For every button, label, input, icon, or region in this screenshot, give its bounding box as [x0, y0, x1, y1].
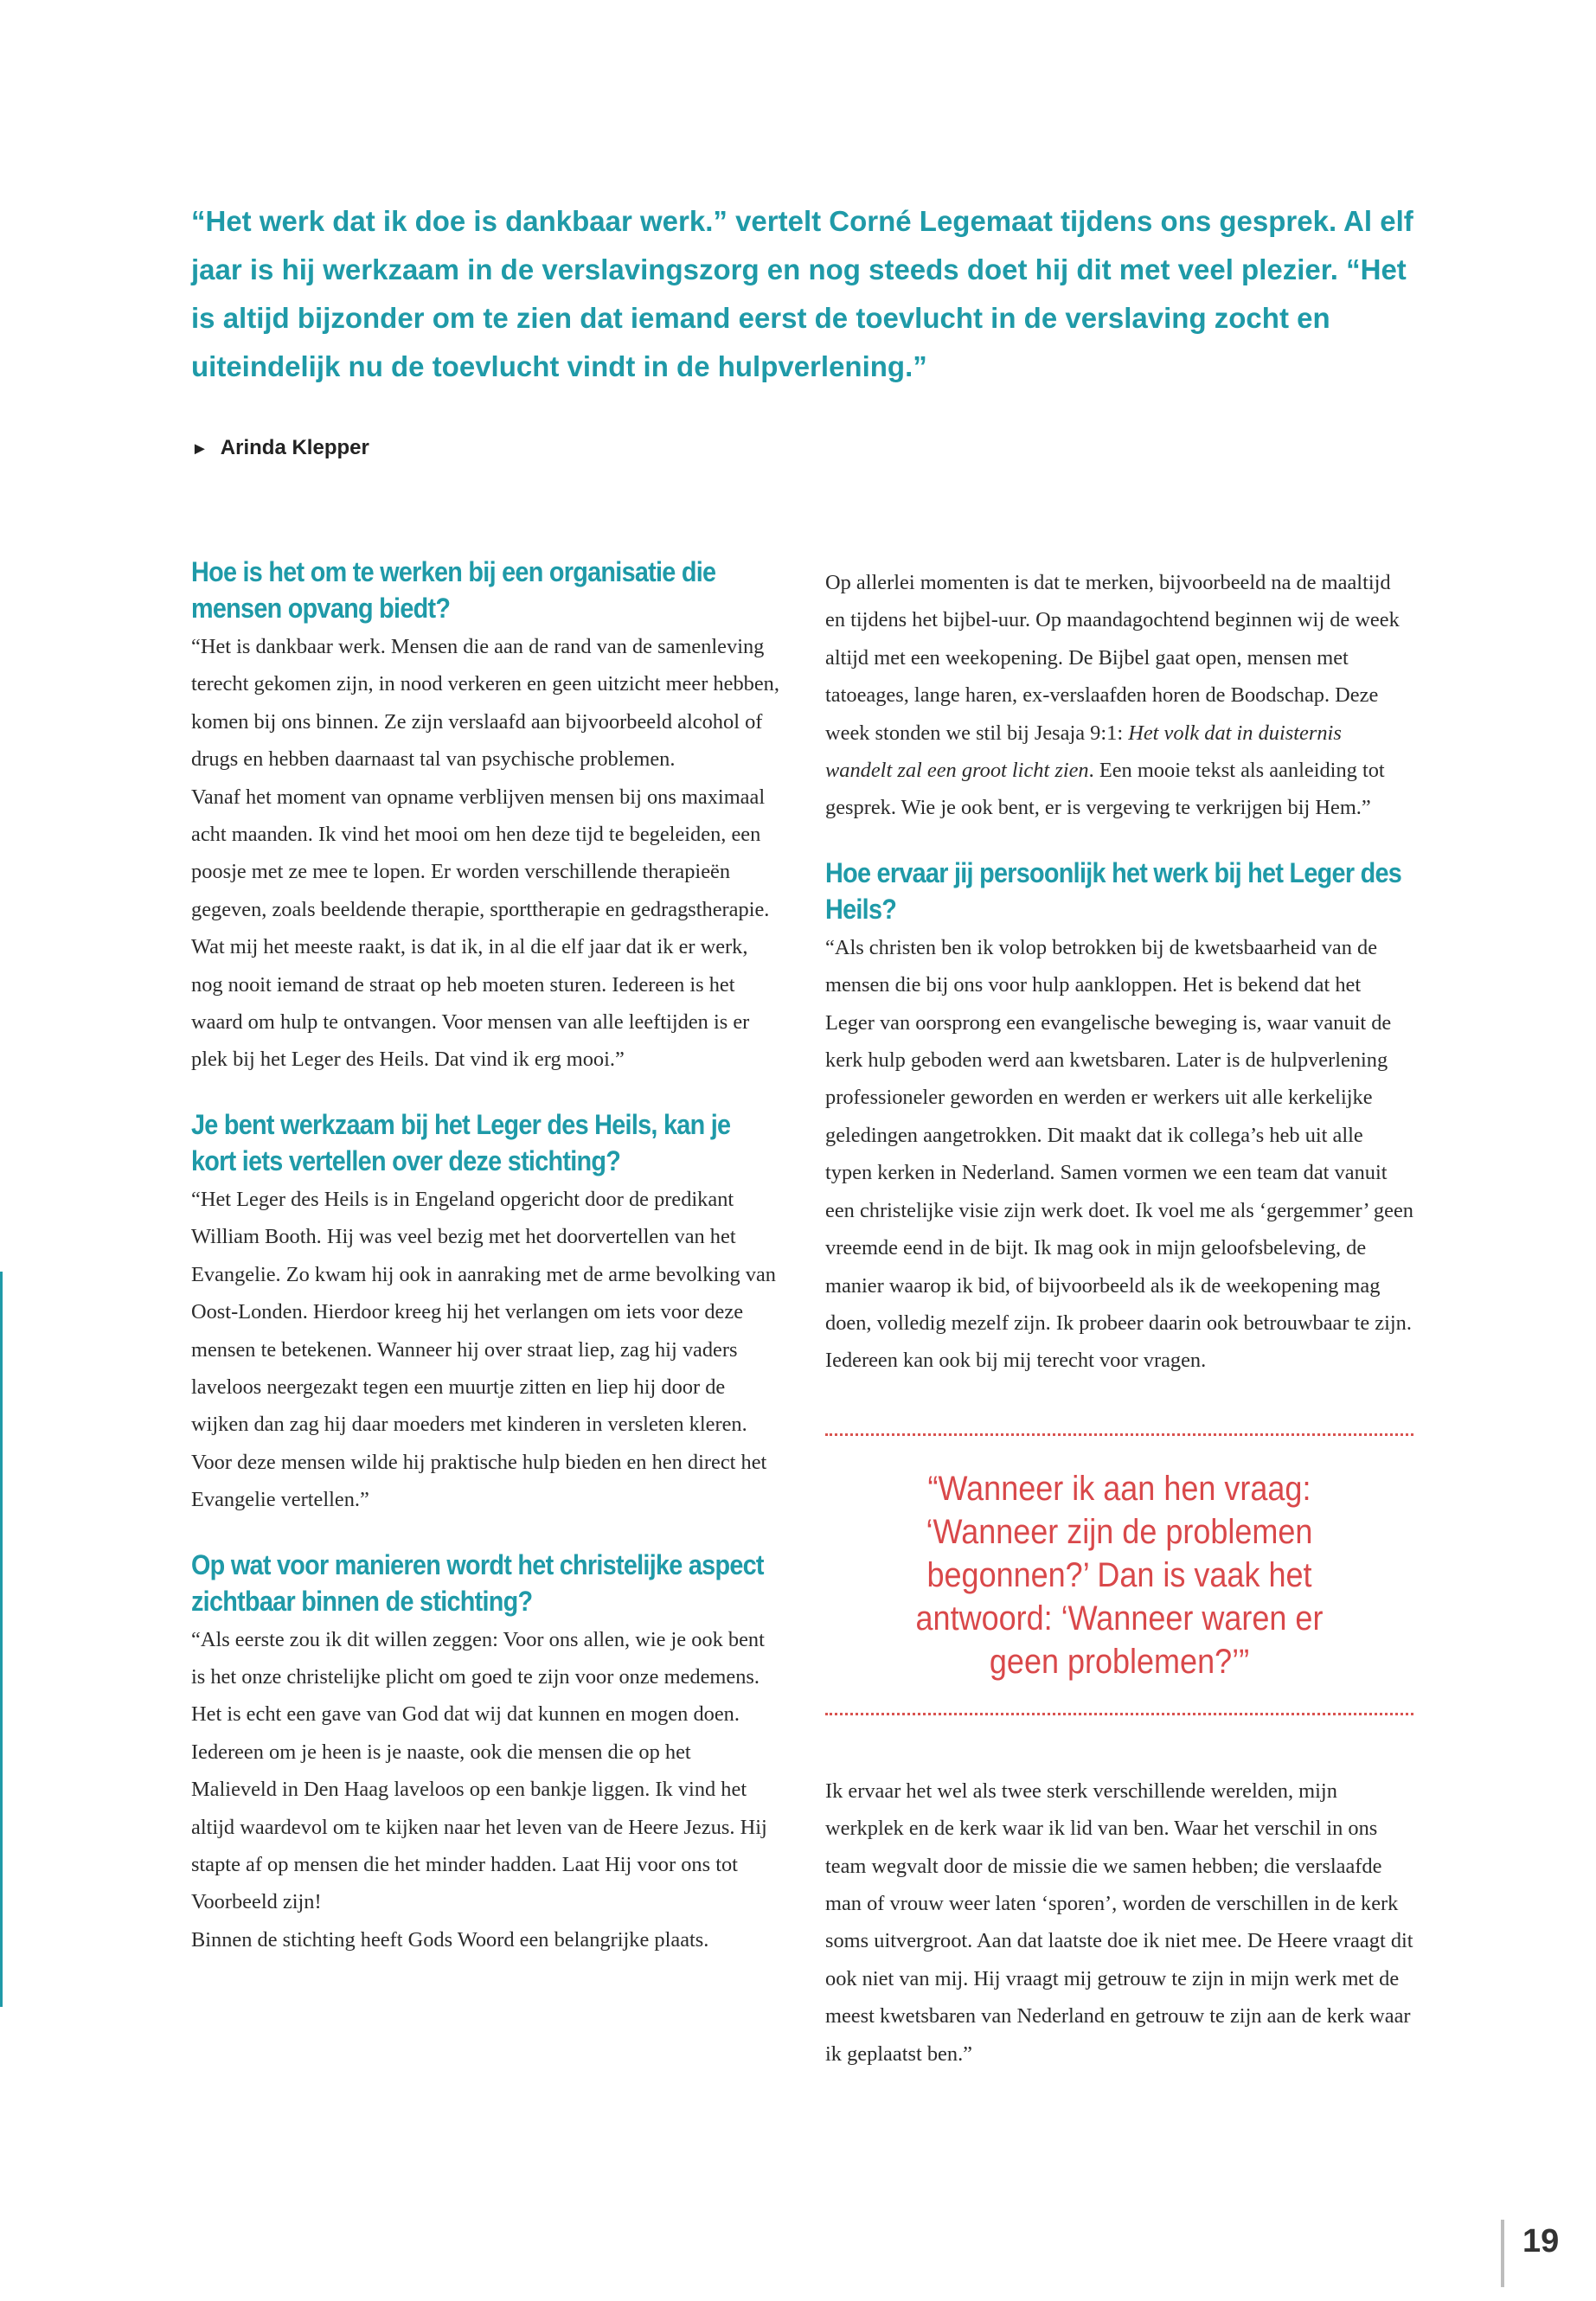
- continued-text-start: Op allerlei momenten is dat te merken, bijvoorbeeld na de maaltijd en tijdens het bijbel-uur. Op maandagochtend beginnen wij de week altijd met een weekopening. De Bijbel gaat open, mensen met tatoeages, lange haren, ex-verslaafden horen de Boodschap. Deze week stonden we stil bij Jesaja 9:1:: [825, 571, 1400, 745]
- answer-3-paragraph-2: Binnen de stichting heeft Gods Woord een belangrijke plaats.: [191, 1927, 709, 1952]
- bible-verse-quote: Het volk dat in duisternis wandelt zal een groot licht zien: [825, 721, 1342, 783]
- question-heading-3: Op wat voor manieren wordt het christelijke aspect zichtbaar binnen de stichting?: [191, 1548, 764, 1617]
- answer-2-paragraph-1: “Het Leger des Heils is in Engeland opgericht door de predikant William Booth. Hij was veel bezig met het doorvertellen van het Evangelie. Zo kwam hij ook in aanraking met de arme bevolking van Oost-Londen. Hierdoor kreeg hij het verlangen om iets voor deze mensen te betekenen. Wanneer hij over straat liep, zag hij vaders laveloos neergezakt tegen een muurtje zitten en liep hij door de wijken dan zag hij daar moeders met kinderen in versleten kleren. Voor deze mensen wilde hij praktische hulp bieden en hen direct het Evangelie vertellen.”: [191, 1187, 776, 1512]
- pull-quote: “Wanneer ik aan hen vraag: ‘Wanneer zijn de problemen begonnen?’ Dan is vaak het antwoord: ‘Wanneer waren er geen problemen?’”: [915, 1469, 1324, 1681]
- answer-3-paragraph-1: “Als eerste zou ik dit willen zeggen: Voor ons allen, wie je ook bent is het onze christelijke plicht om goed te zijn voor onze medemens. Het is echt een gave van God dat wij dat kunnen en mogen doen. Iedereen om je heen is je naaste, ook die mensen die op het Malieveld in Den Haag laveloos op een bankje liggen. Ik vind het altijd waardevol om te kijken naar het leven van de Heere Jezus. Hij stapte af op mensen die het minder hadden. Laat Hij voor ons tot Voorbeeld zijn!: [191, 1627, 767, 1914]
- author-byline: [191, 436, 369, 460]
- question-heading-4: Hoe ervaar jij persoonlijk het werk bij het Leger des Heils?: [825, 856, 1402, 925]
- left-edge-accent-bar: [0, 1272, 3, 2007]
- page-number: 19: [1522, 2223, 1560, 2259]
- answer-4-paragraph-1: “Als christen ben ik volop betrokken bij de kwetsbaarheid van de mensen die bij ons voor hulp aankloppen. Het is bekend dat het Leger van oorsprong een evangelische beweging is, waar vanuit de kerk hulp geboden werd aan kwetsbaren. Later is de hulpverlening professioneler geworden en werden er werkers uit alle kerkelijke geledingen aangetrokken. Dit maakt dat ik collega’s heb uit alle typen kerken in Nederland. Samen vormen we een team dat vanuit een christelijke visie zijn werk doet. Ik voel me als ‘gergemmer’ geen vreemde eend in de bijt. Ik mag ook in mijn geloofsbeleving, de manier waarop ik bid, of bijvoorbeeld als ik de weekopening mag doen, volledig mezelf zijn. Ik probeer daarin ook betrouwbaar te zijn. Iedereen kan ook bij mij terecht voor vragen.: [825, 935, 1413, 1373]
- question-heading-2: Je bent werkzaam bij het Leger des Heils, kan je kort iets vertellen over deze stichting?: [191, 1108, 731, 1176]
- closing-paragraph: Ik ervaar het wel als twee sterk verschillende werelden, mijn werkplek en de kerk waar ik lid van ben. Waar het verschil in ons team wegvalt door de missie die we samen hebben; die verslaafde man of vrouw weer laten ‘sporen’, worden de verschillen in de kerk soms uitvergroot. Aan dat laatste doe ik niet mee. De Heere vraagt dit ook niet van mij. Hij vraagt mij getrouw te zijn in mijn werk met de meest kwetsbaren van Nederland en getrouw te zijn aan de kerk waar ik geplaatst ben.”: [825, 1779, 1413, 2066]
- continued-paragraph: [825, 564, 1413, 827]
- answer-1-paragraph-3: Wat mij het meeste raakt, is dat ik, in al die elf jaar dat ik er werk, nog nooit iemand de straat op heb moeten sturen. Iedereen is het waard om hulp te ontvangen. Voor mensen van alle leeftijden is er plek bij het Leger des Heils. Dat vind ik erg mooi.”: [191, 935, 750, 1072]
- author-name: Arinda Klepper: [220, 436, 369, 459]
- answer-1-paragraph-2: Vanaf het moment van opname verblijven mensen bij ons maximaal acht maanden. Ik vind het mooi om hen deze tijd te begeleiden, een poosje met ze mee te lopen. Er worden verschillende therapieën gegeven, zoals beeldende therapie, sporttherapie en gedragstherapie.: [191, 785, 770, 921]
- continued-text-end: . Een mooie tekst als aanleiding tot gesprek. Wie je ook bent, er is vergeving te verkrijgen bij Hem.”: [825, 759, 1385, 820]
- question-heading-1: Hoe is het om te werken bij een organisatie die mensen opvang biedt?: [191, 556, 716, 624]
- answer-1-paragraph-1: “Het is dankbaar werk. Mensen die aan de rand van de samenleving terecht gekomen zijn, in nood verkeren en geen uitzicht meer hebben, komen bij ons binnen. Ze zijn verslaafd aan bijvoorbeeld alcohol of drugs en hebben daarnaast tal van psychische problemen.: [191, 635, 779, 772]
- triangle-right-icon: ►: [191, 439, 208, 458]
- right-column: [825, 564, 1413, 2073]
- intro-paragraph: “Het werk dat ik doe is dankbaar werk.” vertelt Corné Legemaat tijdens ons gesprek. Al elf jaar is hij werkzaam in de verslavingszorg en nog steeds doet hij dit met veel plezier. “Het is altijd bijzonder om te zien dat iemand eerst de toevlucht in de verslaving zocht en uiteindelijk nu de toevlucht vindt in de hulpverlening.”: [191, 205, 1413, 382]
- page-number-separator: [1501, 2220, 1504, 2287]
- pullquote-top-divider: [825, 1433, 1413, 1436]
- left-column: [191, 554, 779, 1958]
